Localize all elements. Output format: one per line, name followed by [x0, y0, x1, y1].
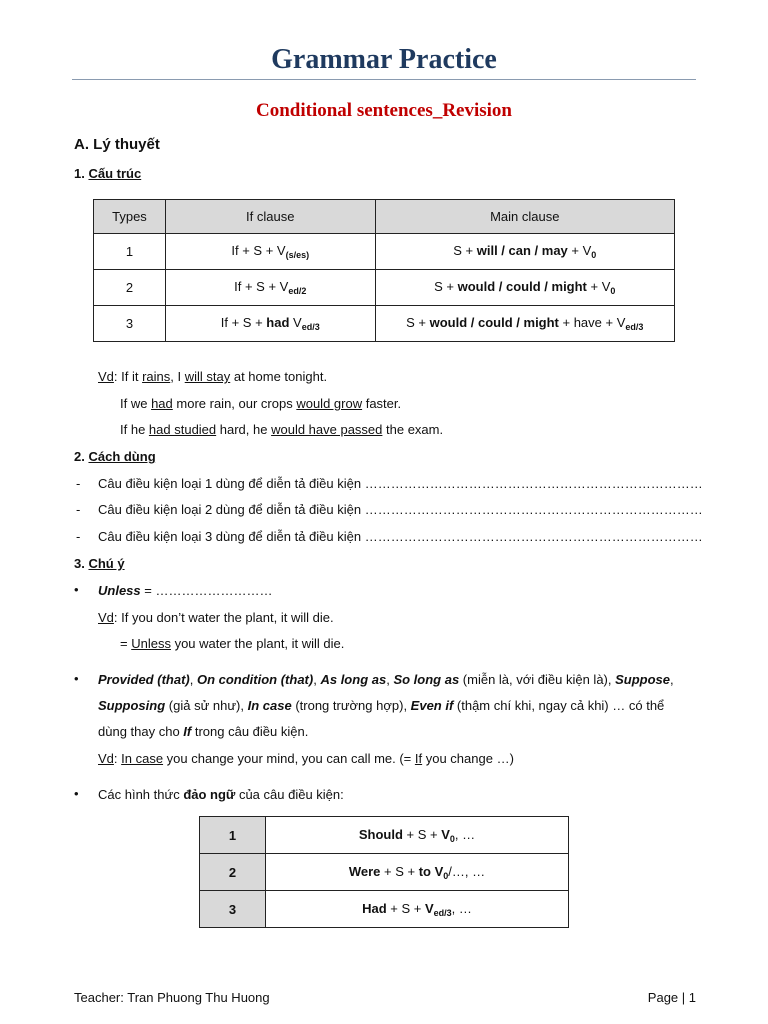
text: at home tonight. — [230, 369, 328, 384]
section-1-num: 1. — [74, 166, 89, 181]
text: , … — [451, 900, 472, 916]
main-post: + V — [567, 243, 592, 258]
section-1-heading — [74, 166, 141, 181]
unless-line — [98, 583, 272, 598]
main-sub: ed/3 — [625, 322, 644, 332]
bold: to V — [418, 863, 444, 879]
text: : If you don’t water the plant, it will die. — [113, 610, 334, 625]
row-main-clause — [375, 270, 674, 306]
text: you change …) — [422, 751, 514, 766]
sub: 0 — [443, 870, 449, 881]
table-row — [94, 306, 675, 342]
table-row — [200, 854, 569, 891]
text: hard, he — [216, 422, 272, 437]
section-3-heading — [74, 556, 125, 571]
table-row — [94, 270, 675, 306]
unless-blank: = ……………………… — [140, 583, 273, 598]
phrase: On condition (that) — [196, 672, 314, 687]
footer-page-number: Page | 1 — [647, 990, 696, 1005]
row-num: 1 — [200, 817, 266, 854]
main-text: S + — [434, 279, 458, 294]
vd-label: Vd — [98, 610, 114, 625]
main-bold: would / could / might — [429, 315, 559, 330]
phrase: So long as — [393, 672, 460, 687]
text: more rain, our crops — [172, 396, 297, 411]
row-type: 3 — [94, 306, 166, 342]
text: If he — [120, 422, 149, 437]
page-subtitle: Conditional sentences_Revision — [256, 100, 512, 121]
bold: Should — [358, 826, 403, 842]
sub: 0 — [449, 833, 455, 844]
text: : If it — [113, 369, 143, 384]
inversion-line — [98, 787, 344, 802]
row-num: 2 — [200, 854, 266, 891]
phrase: In case — [247, 698, 292, 713]
text: , … — [454, 826, 476, 842]
example-2 — [120, 396, 401, 411]
bullet: • — [74, 786, 79, 801]
text: (miễn là, với điều kiện là), — [459, 672, 616, 687]
main-text: S + — [406, 315, 430, 330]
text: faster. — [362, 396, 402, 411]
row-main-clause — [375, 234, 674, 270]
text: , — [313, 672, 321, 687]
main-post: + have + V — [558, 315, 626, 330]
header-main-clause: Main clause — [375, 200, 674, 234]
row-num: 3 — [200, 891, 266, 928]
section-a-heading: A. Lý thuyết — [74, 136, 160, 153]
text: you water the plant, it will die. — [170, 636, 345, 651]
section-2-label: Cách dùng — [88, 449, 156, 464]
bold: V — [424, 900, 434, 916]
if-sub: ed/2 — [288, 286, 307, 296]
underlined: would grow — [296, 396, 363, 411]
footer-teacher: Teacher: Tran Phuong Thu Huong — [74, 990, 270, 1005]
example-1 — [98, 369, 327, 384]
bold: Were — [348, 863, 381, 879]
text: dùng thay cho — [98, 724, 184, 739]
row-if-clause — [165, 234, 375, 270]
phrase: If — [183, 724, 192, 739]
page-title: Grammar Practice — [271, 44, 497, 75]
text: trong câu điều kiện. — [191, 724, 309, 739]
text: = — [120, 636, 132, 651]
usage-line-2: Câu điều kiện loại 2 dùng để diễn tả điều kiện …………………………………………………………………… — [98, 502, 703, 517]
section-3-num: 3. — [74, 556, 89, 571]
underlined: In case — [121, 751, 164, 766]
row-main-clause — [375, 306, 674, 342]
if-text: If + S + V — [234, 279, 289, 294]
phrase: Supposing — [98, 698, 166, 713]
main-post: + V — [586, 279, 611, 294]
section-1-label: Cấu trúc — [88, 166, 142, 181]
main-bold: will / can / may — [476, 243, 568, 258]
underlined: Unless — [131, 636, 171, 651]
row-form — [266, 891, 569, 928]
if-sub: ed/3 — [301, 322, 320, 332]
underlined: If — [414, 751, 423, 766]
text: , — [386, 672, 394, 687]
header-types: Types — [94, 200, 166, 234]
if-text: If + S + V — [231, 243, 286, 258]
vd-label: Vd — [98, 751, 114, 766]
text: + S + — [380, 863, 419, 879]
table-row — [200, 891, 569, 928]
usage-line-3: Câu điều kiện loại 3 dùng để diễn tả điều kiện …………………………………………………………………… — [98, 529, 703, 544]
underlined: would have passed — [271, 422, 383, 437]
text: /…, … — [448, 863, 486, 879]
text: + S + — [402, 826, 442, 842]
underlined: will stay — [184, 369, 231, 384]
structure-table — [93, 199, 675, 342]
inversion-table — [199, 816, 569, 928]
phrase: Provided (that) — [98, 672, 190, 687]
usage-dash: - — [76, 476, 81, 491]
bullet: • — [74, 671, 79, 686]
underlined: had — [151, 396, 173, 411]
usage-dash: - — [76, 502, 81, 517]
text: the exam. — [382, 422, 444, 437]
unless-example-2 — [120, 636, 344, 651]
phrase: Even if — [410, 698, 454, 713]
underlined: rains — [142, 369, 171, 384]
bold: V — [441, 826, 450, 842]
text: của câu điều kiện: — [235, 787, 344, 802]
phrase: Suppose — [615, 672, 671, 687]
provided-example — [98, 751, 514, 766]
section-2-heading — [74, 449, 156, 464]
section-3-label: Chú ý — [88, 556, 125, 571]
phrase: As long as — [320, 672, 387, 687]
row-type: 1 — [94, 234, 166, 270]
row-if-clause — [165, 306, 375, 342]
main-text: S + — [453, 243, 477, 258]
text: Các hình thức — [98, 787, 184, 802]
text: (trong trường hợp), — [291, 698, 411, 713]
example-3 — [120, 422, 443, 437]
row-form — [266, 817, 569, 854]
if-sub: (s/es) — [285, 250, 310, 260]
text: + S + — [386, 900, 425, 916]
row-type: 2 — [94, 270, 166, 306]
sub: ed/3 — [433, 907, 452, 918]
text: (thậm chí khi, ngay cả khi) … có thể — [453, 698, 665, 713]
text: you change your mind, you can call me. (= — [163, 751, 415, 766]
unless-word: Unless — [98, 583, 141, 598]
usage-line-1: Câu điều kiện loại 1 dùng để diễn tả điều kiện …………………………………………………………………… — [98, 476, 703, 491]
main-sub: 0 — [610, 286, 616, 296]
title-divider — [72, 79, 696, 80]
usage-dash: - — [76, 529, 81, 544]
bold: đảo ngữ — [183, 787, 236, 802]
underlined: had studied — [148, 422, 217, 437]
text: If we — [120, 396, 152, 411]
section-2-num: 2. — [74, 449, 89, 464]
vd-label: Vd — [98, 369, 114, 384]
bullet: • — [74, 582, 79, 597]
if-post: V — [289, 315, 302, 330]
table-row — [200, 817, 569, 854]
text: , — [670, 672, 674, 687]
structure-table-header — [94, 200, 675, 234]
text: (giả sử như), — [165, 698, 248, 713]
provided-line-2 — [98, 698, 664, 713]
bold: Had — [362, 900, 387, 916]
provided-line-1 — [98, 672, 674, 687]
header-if-clause: If clause — [165, 200, 375, 234]
provided-line-3 — [98, 724, 308, 739]
text: : — [113, 751, 122, 766]
main-bold: would / could / might — [457, 279, 587, 294]
main-sub: 0 — [591, 250, 597, 260]
text: , — [189, 672, 197, 687]
unless-example-1 — [98, 610, 334, 625]
row-if-clause — [165, 270, 375, 306]
if-bold: had — [266, 315, 290, 330]
table-row — [94, 234, 675, 270]
text: , I — [170, 369, 185, 384]
if-text: If + S + — [220, 315, 267, 330]
row-form — [266, 854, 569, 891]
